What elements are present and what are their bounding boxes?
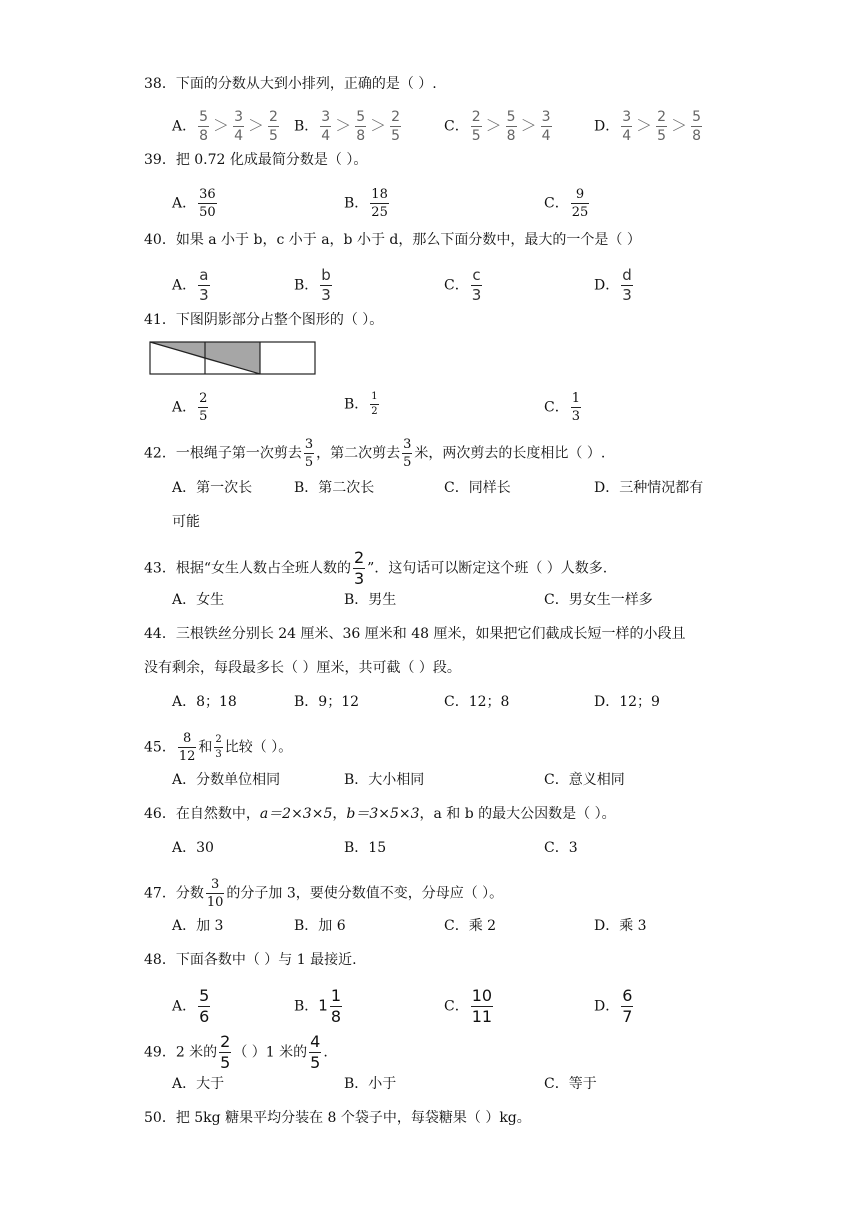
fraction	[268, 110, 279, 143]
q48-option-d[interactable]	[594, 988, 635, 1025]
q45-option-c[interactable]: C．意义相同	[544, 772, 625, 788]
question-49-stem	[144, 1034, 328, 1071]
option-label: A．	[172, 118, 197, 135]
question-number: 45．	[144, 739, 176, 756]
fraction	[370, 188, 389, 219]
question-43-stem	[144, 550, 607, 587]
numerator: 2	[269, 109, 278, 125]
q41-option-a[interactable]	[172, 392, 210, 423]
q42-option-c[interactable]: C．同样长	[444, 480, 511, 496]
denominator: 3	[571, 409, 580, 424]
denominator: 3	[215, 749, 222, 760]
question-45-stem	[144, 732, 292, 763]
q38-option-b[interactable]	[294, 110, 403, 143]
numerator: 4	[310, 1032, 321, 1051]
question-39-stem: 39．把 0.72 化成最简分数是（ ）。	[144, 152, 368, 168]
expression-b: b＝3×5×3	[346, 806, 420, 822]
fraction	[355, 110, 366, 143]
q41-option-c[interactable]	[544, 392, 583, 423]
denominator: 12	[178, 749, 196, 764]
denominator: 8	[692, 128, 702, 144]
stem-text: 43．根据“女生人数占全班人数的	[144, 560, 351, 577]
denominator: 3	[471, 286, 482, 304]
denominator: 3	[622, 286, 632, 304]
numerator: 3	[321, 109, 331, 125]
fraction	[402, 438, 412, 469]
denominator: 5	[403, 455, 412, 470]
option-label: A．	[172, 195, 197, 212]
denominator: 5	[304, 455, 314, 470]
numerator: 2	[657, 109, 667, 125]
denominator: 8	[199, 128, 209, 144]
denominator: 11	[471, 1007, 493, 1026]
whole-part: 1	[318, 996, 328, 1015]
q47-option-c[interactable]: C．乘 2	[444, 918, 497, 934]
q44-option-c[interactable]: C．12；8	[444, 694, 510, 710]
stem-text: ，第二次剪去	[316, 445, 401, 462]
numerator: 9	[575, 187, 585, 202]
greater-than-sign: ＞	[485, 115, 502, 135]
denominator: 5	[657, 128, 667, 144]
q38-option-d[interactable]	[594, 110, 704, 143]
numerator: d	[622, 266, 632, 284]
q47-option-a[interactable]: A．加 3	[172, 918, 224, 934]
denominator: 25	[371, 205, 388, 220]
q39-option-c[interactable]	[544, 188, 591, 219]
stem-text: ”．这句话可以断定这个班（ ）人数多.	[367, 560, 608, 577]
greater-than-sign: ＞	[370, 115, 387, 135]
question-46-stem	[144, 804, 616, 824]
q41-option-b[interactable]	[344, 392, 381, 417]
numerator: 5	[199, 986, 210, 1005]
numerator: 3	[622, 109, 632, 125]
numerator: 18	[371, 187, 388, 202]
numerator: 3	[234, 109, 243, 125]
question-50-stem: 50．把 5kg 糖果平均分装在 8 个袋子中，每袋糖果（ ）kg。	[144, 1110, 531, 1126]
fraction	[219, 1034, 231, 1071]
q45-option-a[interactable]: A．分数单位相同	[172, 772, 281, 788]
denominator: 8	[356, 128, 366, 144]
stem-text: 49．2 米的	[144, 1044, 218, 1061]
q45-option-b[interactable]: B．大小相同	[344, 772, 425, 788]
numerator: 3	[541, 109, 551, 125]
numerator: 1	[571, 391, 580, 406]
option-label: C．	[444, 277, 469, 294]
fraction	[370, 392, 378, 417]
numerator: a	[199, 266, 209, 284]
fraction	[320, 110, 331, 143]
fraction	[571, 392, 581, 423]
q46-option-c[interactable]: C．3	[544, 840, 578, 856]
q39-option-b[interactable]	[344, 188, 391, 219]
fraction	[621, 268, 633, 303]
numerator: 1	[330, 986, 342, 1005]
option-label: A．	[172, 277, 197, 294]
stem-text: ，a 和 b 的最大公因数是（ ）。	[419, 806, 616, 822]
option-label: C．	[544, 195, 569, 212]
option-label: D．	[594, 998, 620, 1015]
q49-option-b[interactable]: B．小于	[344, 1076, 397, 1092]
fraction	[198, 110, 209, 143]
question-38-stem: 38．下面的分数从大到小排列，正确的是（ ）.	[144, 76, 437, 92]
denominator: 2	[371, 406, 378, 417]
fraction	[178, 732, 197, 763]
numerator: 10	[471, 986, 493, 1005]
numerator: 6	[622, 986, 633, 1005]
greater-than-sign: ＞	[671, 115, 688, 135]
numerator: 2	[353, 548, 365, 567]
question-48-stem: 48．下面各数中（ ）与 1 最接近.	[144, 952, 357, 968]
shaded-cell	[205, 342, 260, 374]
option-label: A．	[172, 399, 197, 416]
q48-option-c[interactable]	[444, 988, 495, 1025]
fraction	[214, 735, 222, 760]
fraction	[330, 988, 342, 1025]
stem-text: （ ）1 米的	[233, 1044, 308, 1061]
numerator: 5	[199, 109, 209, 125]
q42-option-b[interactable]: B．第二次长	[294, 480, 375, 496]
q47-option-b[interactable]: B．加 6	[294, 918, 346, 934]
stem-text: ，	[332, 806, 347, 822]
option-label: D．	[594, 118, 620, 135]
q40-option-b[interactable]	[294, 268, 334, 303]
fraction	[198, 392, 208, 423]
question-42-stem	[144, 438, 605, 469]
stem-text: 42．一根绳子第一次剪去	[144, 445, 302, 462]
numerator: 2	[471, 109, 481, 125]
denominator: 50	[199, 205, 216, 220]
numerator: b	[321, 266, 331, 284]
denominator: 4	[541, 128, 551, 144]
denominator: 5	[391, 128, 401, 144]
option-label: B．	[344, 396, 369, 413]
fraction	[471, 988, 493, 1025]
fraction	[571, 188, 590, 219]
fraction	[198, 988, 210, 1025]
greater-than-sign: ＞	[335, 115, 352, 135]
q44-option-a[interactable]: A．8；18	[172, 694, 237, 710]
fraction	[198, 268, 210, 303]
q47-option-d[interactable]: D．乘 3	[594, 918, 647, 934]
question-47-stem	[144, 878, 503, 909]
denominator: 6	[199, 1007, 210, 1026]
shaded-rectangle-figure	[148, 340, 318, 376]
denominator: 7	[622, 1007, 633, 1026]
numerator: 3	[210, 877, 220, 892]
option-label: B．	[344, 195, 369, 212]
q42-option-d-continued: 可能	[172, 514, 200, 530]
fraction	[198, 188, 217, 219]
q40-option-a[interactable]	[172, 268, 212, 303]
fraction	[506, 110, 517, 143]
stem-text: 比较（ ）。	[224, 739, 293, 756]
option-label: C．	[444, 998, 469, 1015]
denominator: 5	[269, 128, 278, 144]
numerator: c	[472, 266, 481, 284]
q46-option-b[interactable]: B．15	[344, 840, 387, 856]
stem-text: 47．分数	[144, 885, 204, 902]
stem-text: 和	[198, 739, 213, 756]
question-44-stem-line-1: 44．三根铁丝分别长 24 厘米、36 厘米和 48 厘米，如果把它们截成长短一样的小段且	[144, 626, 686, 642]
q43-option-c[interactable]: C．男女生一样多	[544, 592, 653, 608]
fraction	[541, 110, 552, 143]
numerator: 5	[506, 109, 516, 125]
numerator: 3	[304, 437, 314, 452]
numerator: 3	[403, 437, 412, 452]
numerator: 36	[199, 187, 216, 202]
numerator: 5	[692, 109, 702, 125]
denominator: 3	[199, 286, 209, 304]
q40-option-d[interactable]	[594, 268, 635, 303]
denominator: 3	[321, 286, 331, 304]
numerator: 5	[356, 109, 366, 125]
stem-text: 的分子加 3，要使分数值不变，分母应（ ）。	[226, 885, 504, 902]
q42-option-a[interactable]: A．第一次长	[172, 480, 253, 496]
denominator: 4	[622, 128, 632, 144]
q49-option-c[interactable]: C．等于	[544, 1076, 597, 1092]
q44-option-d[interactable]: D．12；9	[594, 694, 660, 710]
fraction	[471, 268, 483, 303]
denominator: 5	[471, 128, 481, 144]
option-label: D．	[594, 277, 620, 294]
option-label: C．	[544, 399, 569, 416]
greater-than-sign: ＞	[247, 115, 264, 135]
greater-than-sign: ＞	[213, 115, 230, 135]
numerator: 8	[182, 731, 192, 746]
numerator: 2	[199, 391, 208, 406]
denominator: 3	[353, 569, 365, 588]
q39-option-a[interactable]	[172, 188, 219, 219]
denominator: 5	[220, 1053, 231, 1072]
q40-option-c[interactable]	[444, 268, 484, 303]
fraction	[320, 268, 332, 303]
fraction	[390, 110, 401, 143]
denominator: 4	[321, 128, 331, 144]
option-label: C．	[444, 118, 469, 135]
fraction	[233, 110, 244, 143]
numerator: 2	[215, 734, 222, 745]
fraction	[304, 438, 314, 469]
q43-option-a[interactable]: A．女生	[172, 592, 225, 608]
denominator: 10	[206, 895, 224, 910]
stem-text: 46．在自然数中，	[144, 806, 260, 822]
denominator: 8	[330, 1007, 342, 1026]
q43-option-b[interactable]: B．男生	[344, 592, 397, 608]
q48-option-b[interactable]	[294, 988, 344, 1025]
denominator: 5	[310, 1053, 321, 1072]
denominator: 25	[571, 205, 589, 220]
expression-a: a＝2×3×5	[259, 806, 333, 822]
numerator: 1	[371, 391, 378, 402]
question-41-stem: 41．下图阴影部分占整个图形的（ ）。	[144, 312, 384, 328]
q38-option-a[interactable]	[172, 110, 281, 143]
fraction	[206, 878, 225, 909]
fraction	[621, 988, 633, 1025]
fraction	[309, 1034, 321, 1071]
denominator: 4	[234, 128, 243, 144]
option-label: B．	[294, 118, 319, 135]
fraction	[691, 110, 702, 143]
denominator: 8	[506, 128, 516, 144]
fraction	[621, 110, 632, 143]
stem-text: .	[323, 1044, 328, 1061]
option-label: B．	[294, 277, 319, 294]
q48-option-a[interactable]	[172, 988, 212, 1025]
numerator: 2	[220, 1032, 231, 1051]
greater-than-sign: ＞	[520, 115, 537, 135]
q38-option-c[interactable]	[444, 110, 554, 143]
question-44-stem-line-2: 没有剩余，每段最多长（ ）厘米，共可截（ ）段。	[144, 660, 461, 676]
stem-text: 米，两次剪去的长度相比（ ）.	[414, 445, 606, 462]
q44-option-b[interactable]: B．9；12	[294, 694, 360, 710]
q49-option-a[interactable]: A．大于	[172, 1076, 225, 1092]
denominator: 5	[199, 409, 208, 424]
option-label: A．	[172, 998, 197, 1015]
greater-than-sign: ＞	[636, 115, 653, 135]
option-label: B．	[294, 998, 319, 1015]
q46-option-a[interactable]: A．30	[172, 840, 214, 856]
fraction	[656, 110, 667, 143]
numerator: 2	[391, 109, 401, 125]
fraction	[471, 110, 482, 143]
fraction	[353, 550, 365, 587]
question-40-stem: 40．如果 a 小于 b，c 小于 a，b 小于 d，那么下面分数中，最大的一个是（ ）	[144, 232, 641, 248]
q42-option-d[interactable]: D．三种情况都有	[594, 480, 704, 496]
